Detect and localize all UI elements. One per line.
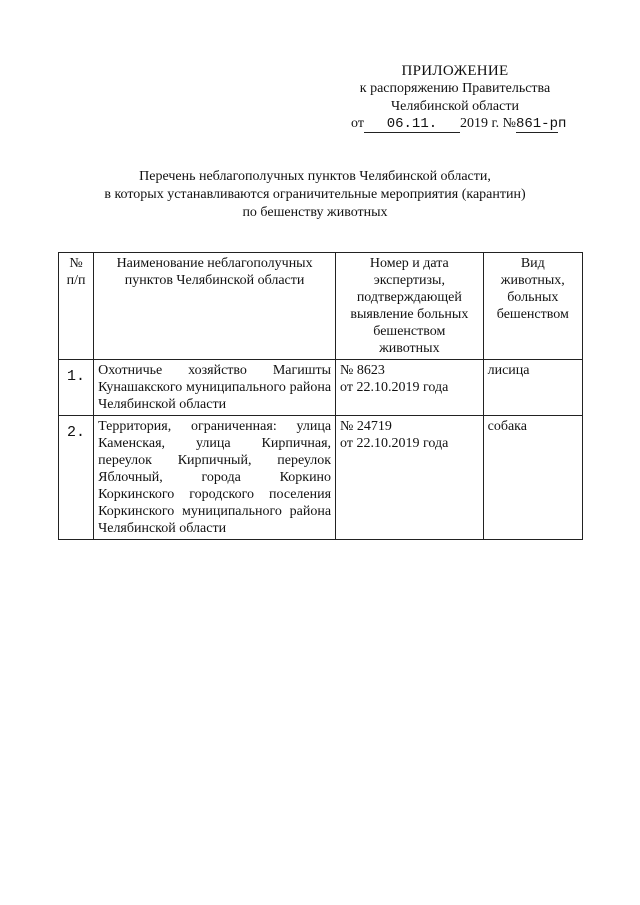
title-line-1: Перечень неблагополучных пунктов Челябинской области, <box>139 169 491 184</box>
decree-number-slot <box>515 116 567 133</box>
title-line-3: по бешенству животных <box>242 205 388 220</box>
document-title <box>60 168 570 222</box>
row-num: 1. <box>59 360 94 416</box>
title-line-2: в которых устанавливаются ограничительные мероприятия (карантин) <box>104 187 526 202</box>
decree-date-slot <box>364 116 460 133</box>
row-exam-number: № 8623 <box>340 363 385 378</box>
header-exam: Номер и дата экспертизы, подтверждающей выявление больных бешенством животных <box>336 253 484 360</box>
row-exam <box>336 360 484 416</box>
row-exam <box>336 416 484 540</box>
table-header-row <box>59 253 583 360</box>
header-animal-type: Вид животных, больных бешенством <box>483 253 582 360</box>
row-name: Охотничье хозяйство Магишты Кунашакского муниципального района Челябинской области <box>94 360 336 416</box>
header-name: Наименование неблагополучных пунктов Челябинской области <box>94 253 336 360</box>
decree-date: 06.11. <box>386 116 438 132</box>
row-name: Территория, ограниченная: улица Каменская, улица Кирпичная, переулок Кирпичный, переулок Яблочный, города Коркино Коркинского городского поселения Коркинского муниципального района Челябинской области <box>94 416 336 540</box>
table-row <box>59 360 583 416</box>
row-exam-date: от 22.10.2019 года <box>340 436 449 451</box>
row-animal: лисица <box>483 360 582 416</box>
row-animal: собака <box>483 416 582 540</box>
decree-dateline <box>351 116 567 133</box>
appendix-line-1: к распоряжению Правительства <box>359 81 551 96</box>
header-num: № п/п <box>59 253 94 360</box>
dateline-prefix: от <box>351 116 364 131</box>
row-exam-date: от 22.10.2019 года <box>340 380 449 395</box>
appendix-line-2: Челябинской области <box>391 99 519 114</box>
table-row <box>59 416 583 540</box>
appendix-header <box>330 62 580 116</box>
row-num: 2. <box>59 416 94 540</box>
decree-year: 2019 г. № <box>459 116 516 131</box>
row-exam-number: № 24719 <box>340 419 392 434</box>
quarantine-table <box>58 252 583 540</box>
decree-number: 861-рп <box>515 116 567 132</box>
appendix-title: ПРИЛОЖЕНИЕ <box>401 63 509 79</box>
